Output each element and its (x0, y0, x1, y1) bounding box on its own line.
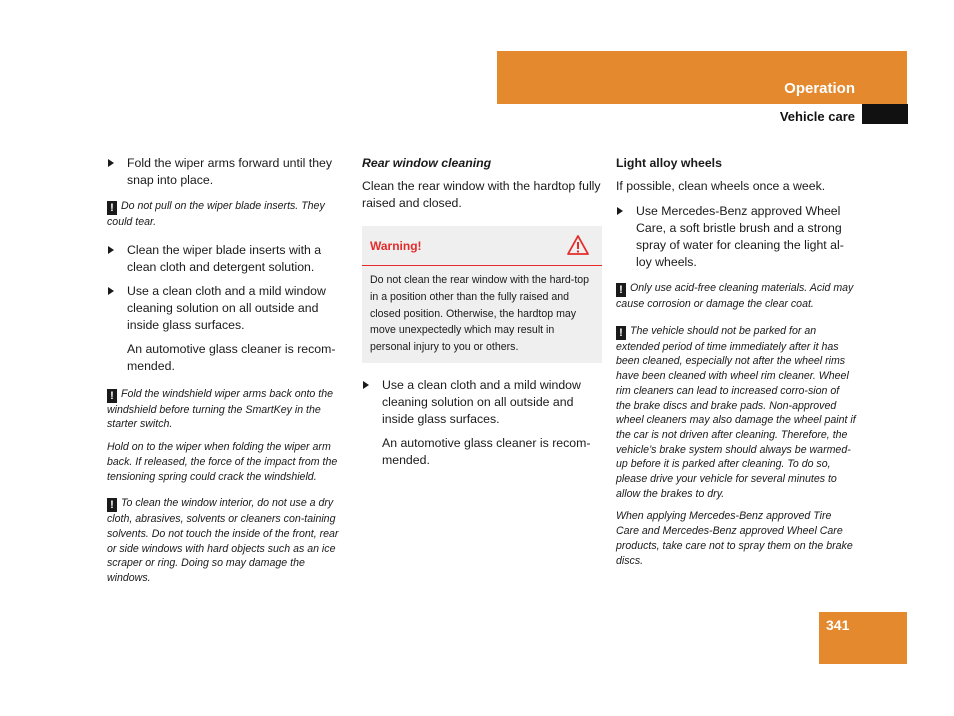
warning-text: Do not clean the rear window with the hard-top in a position other than the fully raised and closed position. Otherwise, the hardtop may move unexpectedly which may result in personal injury to you or others. (370, 274, 590, 354)
exclamation-icon: ! (107, 389, 117, 403)
list-item: Clean the wiper blade inserts with a clean cloth and detergent solution. (107, 242, 347, 276)
bullet-arrow-icon (108, 287, 114, 295)
exclamation-icon: ! (616, 326, 626, 340)
column-middle (362, 155, 602, 481)
bullet-arrow-icon (108, 246, 114, 254)
list-item: Use a clean cloth and a mild window cleaning solution on all outside and inside glass surfaces. (107, 283, 347, 334)
bullet-arrow-icon (108, 159, 114, 167)
bullet-arrow-icon (363, 381, 369, 389)
exclamation-icon: ! (107, 201, 117, 215)
caution-note: ! Do not pull on the wiper blade inserts. They could tear. (107, 200, 325, 228)
section-tab-marker (862, 104, 908, 124)
warning-header (362, 226, 602, 266)
bullet-arrow-icon (617, 207, 623, 215)
caution-note: ! Fold the windshield wiper arms back onto the windshield before turning the SmartKey in the starter switch. (107, 387, 333, 431)
warning-title: Warning! (370, 239, 422, 253)
column-right (616, 155, 856, 576)
subsection-title: Vehicle care (779, 109, 855, 124)
list-item: Fold the wiper arms forward until they snap into place. (107, 155, 347, 189)
caution-note-continued: When applying Mercedes-Benz approved Tire Care and Mercedes-Benz approved Wheel Care products, take care not to spray them on the brake discs. (616, 510, 853, 567)
list-item: Use a clean cloth and a mild window cleaning solution on all outside and inside glass surfaces. (362, 377, 602, 428)
tip-text: An automotive glass cleaner is recom-mended. (382, 435, 591, 467)
section-heading: Light alloy wheels (616, 156, 722, 170)
paragraph: Clean the rear window with the hardtop fully raised and closed. (362, 179, 601, 210)
section-title: Operation (784, 80, 855, 97)
exclamation-icon: ! (107, 498, 117, 512)
warning-triangle-icon (566, 234, 590, 261)
caution-note: ! To clean the window interior, do not use a dry cloth, abrasives, solvents or cleaners con-taining solvents. Do not touch the inside of the front, rear or side windows with hard objects such as an ice scraper or ring. Doing so may damage the windows. (107, 497, 339, 585)
page-number-box (819, 612, 907, 664)
paragraph: If possible, clean wheels once a week. (616, 179, 826, 193)
list-item: Use Mercedes-Benz approved Wheel Care, a soft bristle brush and a strong spray of water for cleaning the light al-loy wheels. (616, 203, 856, 271)
caution-note-continued: Hold on to the wiper when folding the wiper arm back. If released, the force of the impact from the tensioning spring could crack the windshield. (107, 441, 338, 483)
caution-note: ! Only use acid-free cleaning materials. Acid may cause corrosion or damage the clear coat. (616, 282, 854, 310)
page-number: 341 (826, 617, 850, 633)
section-heading: Rear window cleaning (362, 156, 492, 170)
column-left (107, 155, 347, 594)
tip-text: An automotive glass cleaner is recom-mended. (127, 341, 336, 373)
exclamation-icon: ! (616, 283, 626, 297)
caution-note: ! The vehicle should not be parked for an extended period of time immediately after it has been cleaned, especially not after the wheel rims have been cleaned with wheel rim cleaner. Wheel rim cleaners can lead to increased corro-sion of the brake discs and brake pads. Non-approved wheel cleaners may also damage the wheel paint if the car is not driven after cleaning. Therefore, the vehicle’s brake system should always be warmed-up before it is parked after cleaning. To do so, please drive your vehicle for several minutes to allow the brakes to dry. (616, 324, 856, 500)
warning-box (362, 226, 602, 363)
